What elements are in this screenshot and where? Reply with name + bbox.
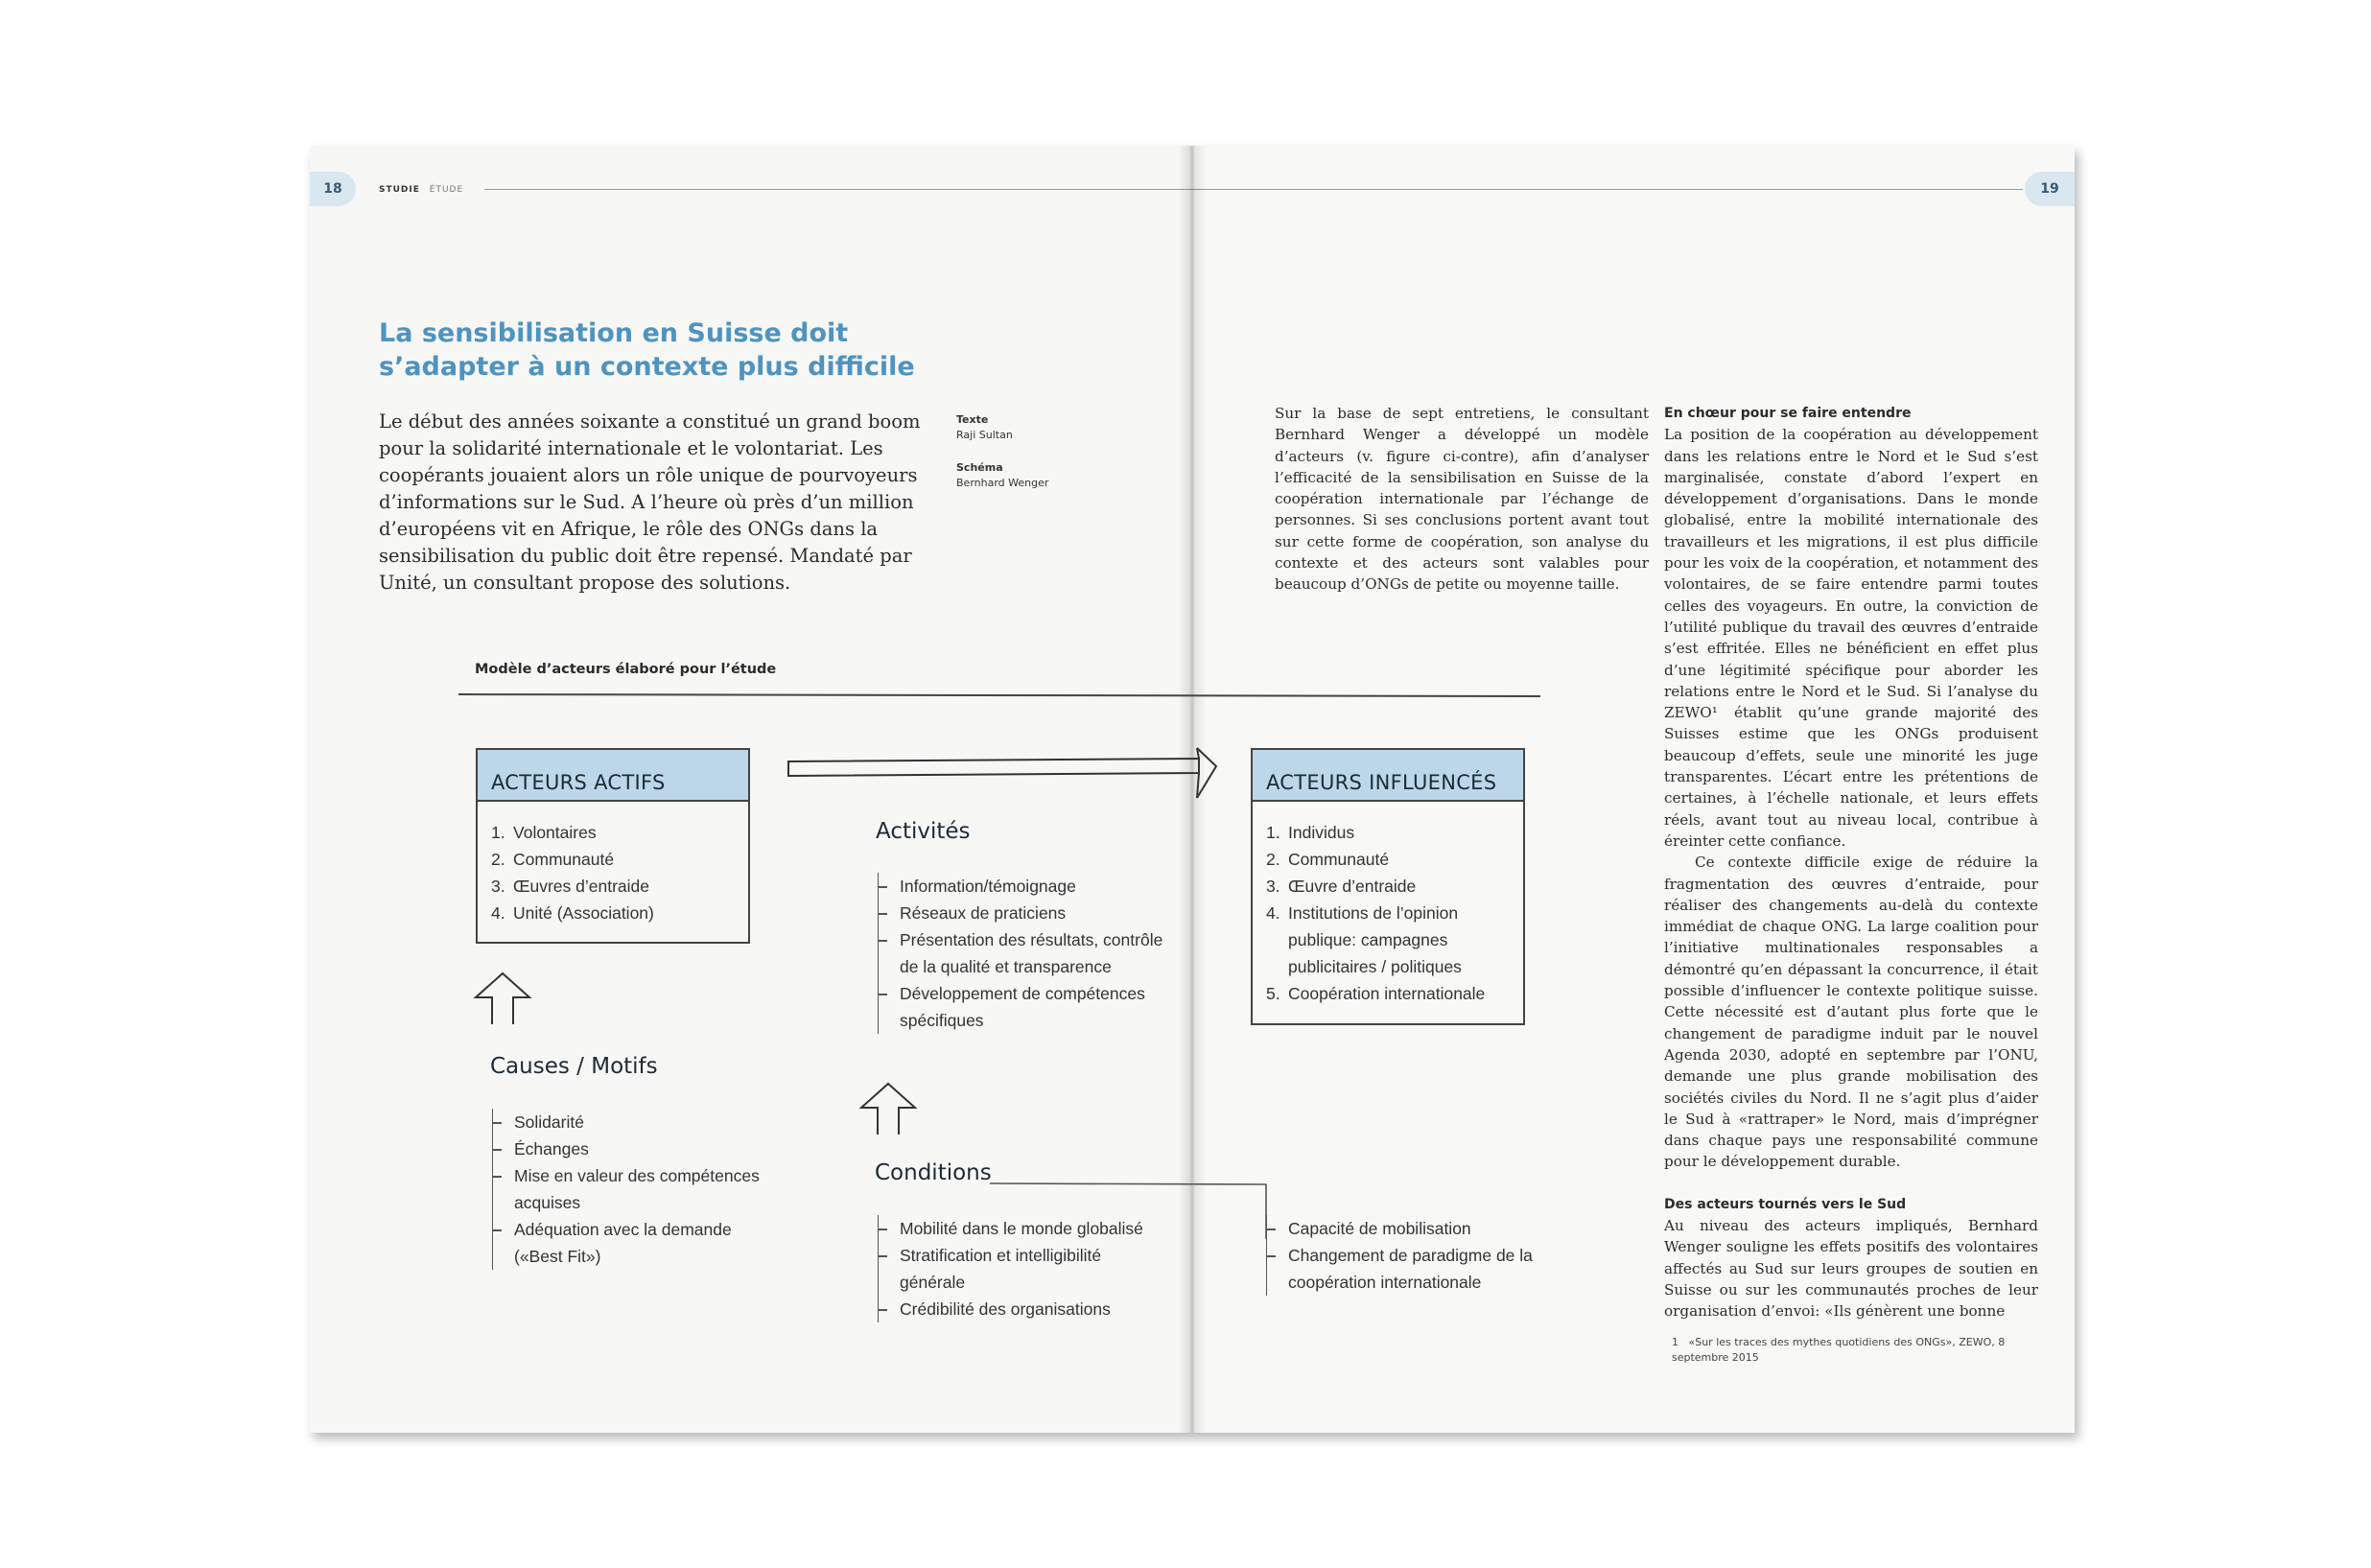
footnote — [1672, 1335, 2036, 1366]
conditions-right-list — [1266, 1215, 1547, 1296]
up-arrow-icon — [858, 1081, 918, 1136]
list-item: Échanges — [514, 1135, 763, 1162]
acteurs-actifs-box — [476, 748, 750, 944]
list-item-label: Unité (Association) — [513, 903, 654, 923]
paragraph: La position de la coopération au développement dans les relations entre le Nord et le Sud s’est marginalisée, constate d’abord l’expert en développement d’organisations. Dans le monde globalisé, entre la mobilité internationale des travailleurs et les migrations, il est plus difficile pour les voix de la coopération, et notamment des volontaires, de se faire entendre parmi toutes celles des voyageurs. En outre, la conviction de l’utilité publique du travail des œuvres d’entraide s’est effritée. Elles ne bénéficient en effet plus d’une légitimité spécifique pour aborder les relations entre le Nord et le Sud. Si l’analyse du ZEWO¹ établit qu’une grande majorité des Suisses estime que les ONGs produisent beaucoup d’effets, seule une minorité les juge transparentes. L’écart entre les prétentions de certaines, à l’échelle nationale, et leurs effets réels, avant tout au niveau local, contribue à éreinter cette confiance. — [1664, 426, 2038, 850]
footnote-text: «Sur les traces des mythes quotidiens des ONGs», ZEWO, 8 septembre 2015 — [1672, 1336, 2006, 1364]
subheading: En chœur pour se faire entendre — [1664, 406, 1912, 421]
credit-schema — [956, 460, 1048, 491]
magazine-spread — [310, 146, 2075, 1433]
list-item-number: 3. — [491, 877, 505, 896]
acteurs-influences-list — [1266, 819, 1517, 1007]
list-item-label: Œuvre d’entraide — [1288, 877, 1417, 896]
page-number-right: 19 — [2025, 172, 2075, 206]
activites-list — [878, 873, 1178, 1034]
acteurs-actifs-list — [491, 819, 654, 926]
list-item — [1266, 846, 1517, 873]
acteurs-actifs-title: ACTEURS ACTIFS — [478, 750, 748, 802]
paragraph: Sur la base de sept entretiens, le consultant Bernhard Wenger a développé un modèle d’acteurs (v. figure ci-contre), afin d’analyser l’efficacité de la sensibilisation en Suisse de la coopération internationale par l’échange de personnes. Si ses conclusions portent avant tout sur cette forme de coopération, son analyse du contexte et des acteurs sont valables pour beaucoup d’ONGs de petite ou moyenne taille. — [1275, 405, 1649, 594]
activites-title: Activités — [876, 819, 971, 844]
list-item-label: Communauté — [513, 850, 615, 869]
header-rule-right — [1192, 189, 2023, 190]
acteurs-influences-box — [1251, 748, 1525, 1025]
list-item: Mobilité dans le monde globalisé — [900, 1215, 1149, 1242]
list-item-number: 1. — [1266, 823, 1280, 842]
credit-schema-label: Schéma — [956, 461, 1003, 474]
list-item: Stratification et intelligibilité générale — [900, 1242, 1149, 1296]
list-item-label: Communauté — [1288, 850, 1390, 869]
schema-title: Modèle d’acteurs élaboré pour l’étude — [475, 662, 777, 677]
section-label-de: STUDIE — [379, 185, 420, 195]
list-item: Adéquation avec la demande («Best Fit») — [514, 1216, 763, 1270]
credit-schema-name: Bernhard Wenger — [956, 477, 1049, 489]
list-item-number: 1. — [491, 823, 505, 842]
causes-list — [492, 1109, 763, 1270]
text-column-2 — [1664, 403, 2038, 1322]
page-number-left: 18 — [310, 172, 356, 206]
list-item-number: 5. — [1266, 984, 1280, 1003]
paragraph: Au niveau des acteurs impliqués, Bernhard Wenger souligne les effets positifs des volontaires affectés au Sud sur leurs groupes de soutien en Suisse ou sur les communautés proches de leur organisation d’envoi: «Ils génèrent une bonne — [1664, 1216, 2038, 1321]
list-item-label: Œuvres d’entraide — [513, 877, 650, 896]
list-item — [1266, 900, 1517, 980]
list-item: Solidarité — [514, 1109, 763, 1135]
list-item: Présentation des résultats, contrôle de la qualité et transparence — [900, 926, 1178, 980]
list-item-number: 4. — [1266, 903, 1280, 923]
list-item: Capacité de mobilisation — [1288, 1215, 1547, 1242]
list-item: Changement de paradigme de la coopération internationale — [1288, 1242, 1547, 1296]
right-arrow-icon — [786, 742, 1218, 805]
list-item-number: 3. — [1266, 877, 1280, 896]
conditions-connector — [988, 1182, 1276, 1239]
list-item-label: Individus — [1288, 823, 1355, 842]
list-item-number: 4. — [491, 903, 505, 923]
list-item — [491, 819, 654, 846]
list-item-label: Volontaires — [513, 823, 597, 842]
list-item — [1266, 980, 1517, 1007]
list-item: Développement de compétences spécifiques — [900, 980, 1178, 1034]
causes-title: Causes / Motifs — [490, 1054, 658, 1079]
conditions-title: Conditions — [875, 1160, 992, 1185]
header-rule — [484, 189, 1192, 190]
list-item: Réseaux de praticiens — [900, 900, 1178, 926]
footnote-number: 1 — [1672, 1336, 1678, 1348]
list-item — [491, 846, 654, 873]
article-title: La sensibilisation en Suisse doit s’adapter à un contexte plus difficile — [379, 318, 915, 382]
list-item: Mise en valeur des compétences acquises — [514, 1162, 763, 1216]
section-label-fr: ÉTUDE — [429, 185, 464, 195]
list-item-label: Coopération internationale — [1288, 984, 1486, 1003]
credit-text-name: Raji Sultan — [956, 429, 1013, 441]
paragraph: Ce contexte difficile exige de réduire la fragmentation des œuvres d’entraide, pour réaliser des changements au-delà du contexte immédiat de chaque ONG. La large coalition pour l’initiative multinationales responsables a démontré qu’en dépassant la concurrence, il était possible d’influencer le contexte politique suisse. Cette nécessité est d’autant plus forte que le changement de paradigme induit par le nouvel Agenda 2030, adopté en septembre par l’ONU, demande une plus grande mobilisation des sociétés civiles du Nord. Il ne s’agit plus d’aider le Sud à «rattraper» le Nord, mais d’imprégner dans chaque pays une responsabilité commune pour le développement durable. — [1664, 854, 2038, 1171]
article-lead: Le début des années soixante a constitué un grand boom pour la solidarité internationale et le volontariat. Les coopérants jouaient alors un rôle unique de pourvoyeurs d’informations sur le Sud. A l’heure où près d’un million d’européens vit en Afrique, le rôle des ONGs dans la sensibilisation du public doit être repensé. Mandaté par Unité, un consultant propose des solutions. — [379, 410, 921, 594]
subheading: Des acteurs tournés vers le Sud — [1664, 1196, 1907, 1212]
list-item — [491, 873, 654, 900]
list-item — [1266, 819, 1517, 846]
credit-text-label: Texte — [956, 413, 989, 426]
running-header — [379, 185, 463, 195]
list-item: Crédibilité des organisations — [900, 1296, 1149, 1322]
list-item — [491, 900, 654, 926]
list-item-number: 2. — [491, 850, 505, 869]
text-column-1 — [1275, 403, 1649, 596]
credit-text — [956, 412, 1013, 443]
list-item: Information/témoignage — [900, 873, 1178, 900]
list-item — [1266, 873, 1517, 900]
list-item-number: 2. — [1266, 850, 1280, 869]
up-arrow-icon — [473, 971, 532, 1026]
acteurs-influences-title: ACTEURS INFLUENCÉS — [1253, 750, 1523, 802]
list-item-label: Institutions de l’opinion publique: campagnes publicitaires / politiques — [1288, 903, 1462, 976]
